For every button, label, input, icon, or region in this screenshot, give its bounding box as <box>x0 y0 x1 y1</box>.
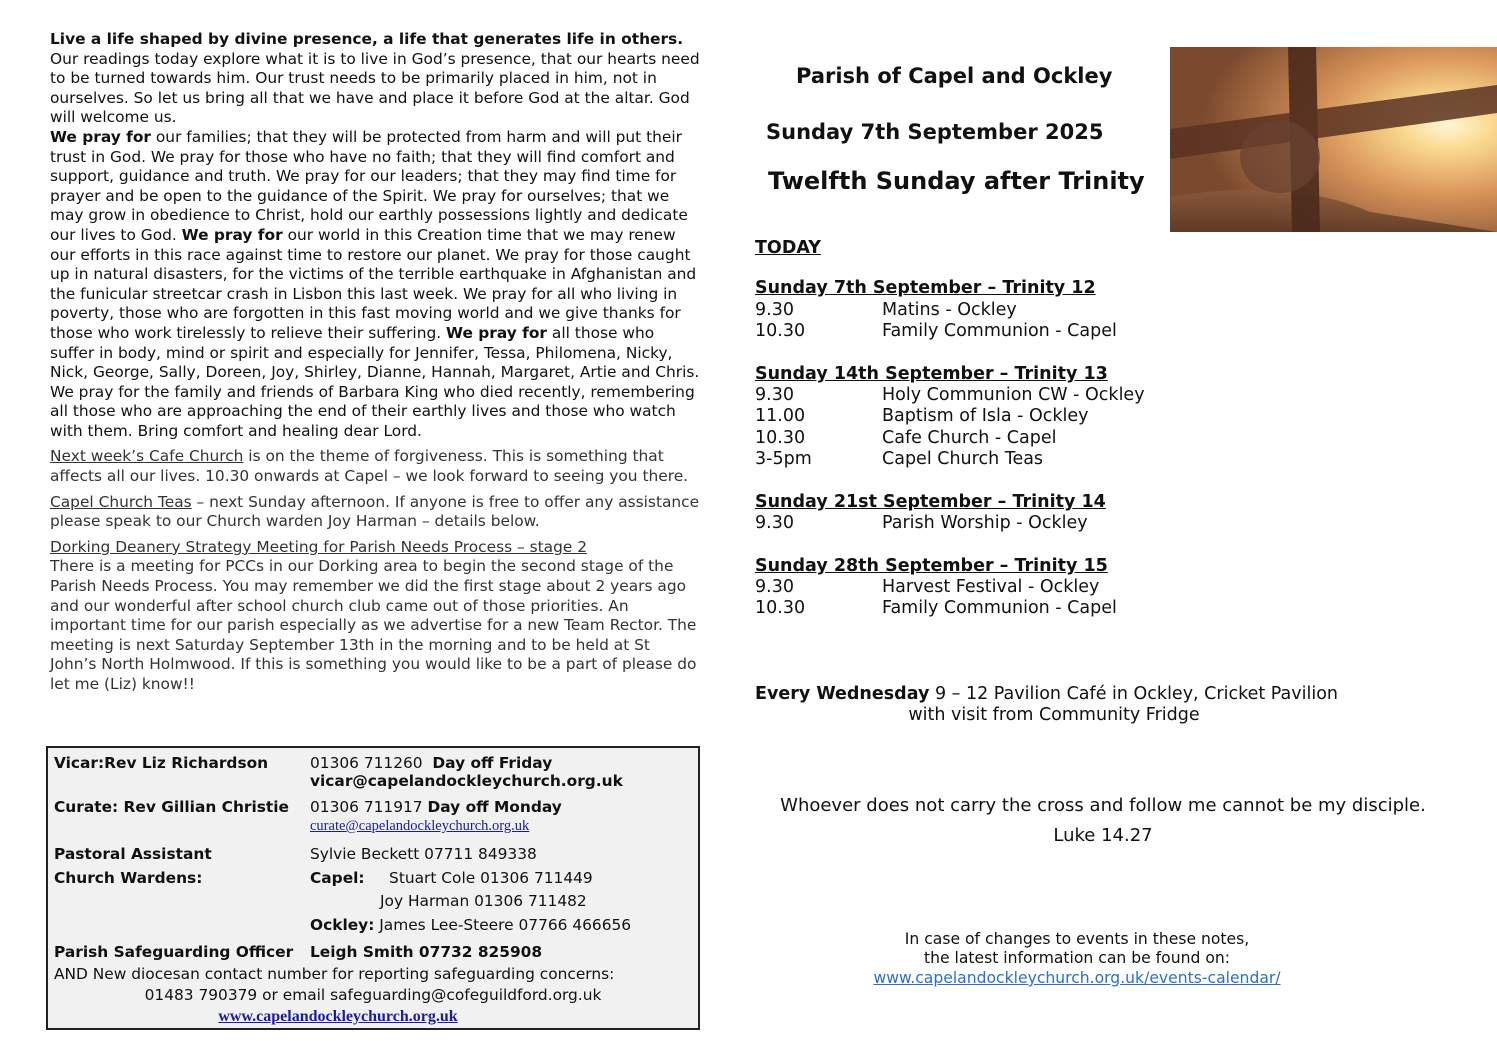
pray-text-3: all those who suffer in body, mind or spirit and especially for Jennifer, Tessa, Philomena, Nicky, Nick, George, Sally, Doreen, Joy, Shirley, Dianne, Hannah, Margaret, Artie and Chris. We pray for the family and friends of Barbara King who died recently, remembering all those who are approaching the end of their earthly lives and those who watch with them. Bring comfort and healing dear Lord. <box>50 323 700 440</box>
deanery-text: There is a meeting for PCCs in our Dorking area to begin the second stage of the Parish Needs Process. You may remember we did the first stage about 2 years ago and our wonderful after school church club came out of those priorities. An important time for our parish especially as we advertise for a new Team Rector. The meeting is next Saturday September 13th in the morning and to be held at St John’s North Holmwood. If this is something you would like to be a part of please do let me (Liz) know!! <box>50 557 697 693</box>
event-name: Holy Communion CW - Ockley <box>882 385 1145 405</box>
event-name: Parish Worship - Ockley <box>882 513 1088 533</box>
event-time: 3-5pm <box>755 449 812 469</box>
event-name: Family Communion - Capel <box>882 598 1117 618</box>
week-1-heading: Sunday 7th September – Trinity 12 <box>755 278 1096 298</box>
parish-title: Parish of Capel and Ockley <box>796 64 1113 88</box>
cross-photo <box>1170 47 1497 232</box>
event-name: Cafe Church - Capel <box>882 428 1057 448</box>
vicar-phone: 01306 711260 <box>310 754 423 772</box>
today-label: TODAY <box>755 238 821 258</box>
event-time: 9.30 <box>755 577 794 597</box>
bible-reference: Luke 14.27 <box>1053 825 1153 846</box>
diocesan-line-1: AND New diocesan contact number for reporting safeguarding concerns: <box>54 965 615 983</box>
events-link-row <box>840 969 1314 987</box>
vicar-value <box>310 754 623 790</box>
teas-heading: Capel Church Teas <box>50 492 192 511</box>
prayers-paragraph <box>50 128 700 442</box>
week-4-heading: Sunday 28th September – Trinity 15 <box>755 556 1108 576</box>
curate-value <box>310 798 562 835</box>
deanery-heading: Dorking Deanery Strategy Meeting for Parish Needs Process – stage 2 <box>50 537 588 556</box>
event-time: 9.30 <box>755 385 794 405</box>
curate-dayoff: Day off Monday <box>427 798 562 816</box>
cafe-church-notice <box>50 447 700 486</box>
safeguarding-value: Leigh Smith 07732 825908 <box>310 943 543 961</box>
website-link[interactable]: www.capelandockleychurch.org.uk <box>218 1008 458 1025</box>
event-time: 11.00 <box>755 406 806 426</box>
events-calendar-link[interactable]: www.capelandockleychurch.org.uk/events-calendar/ <box>873 969 1281 987</box>
pray-text-1: our families; that they will be protected from harm and will put their trust in God. We pray for those who have no faith; that they will find comfort and support, guidance and truth. We pray for our leaders; that they may find time for prayer and be open to the guidance of the Spirit. We pray for ourselves; that we may grow in obedience to Christ, hold our earthly possessions lightly and dedicate our lives to God. <box>50 127 688 244</box>
event-time: 10.30 <box>755 598 806 618</box>
ockley-warden <box>310 916 631 934</box>
week-2-heading: Sunday 14th September – Trinity 13 <box>755 364 1108 384</box>
ockley-value: James Lee-Steere 07766 466656 <box>379 916 632 934</box>
event-time: 9.30 <box>755 300 794 320</box>
website-row <box>48 1007 628 1026</box>
intro-text: Our readings today explore what it is to live in God’s presence, that our hearts need to be turned towards him. Our trust needs to be primarily placed in him, not in ourselves. So let us bring all that we have and place it before God at the altar. God will welcome us. <box>50 49 700 127</box>
pray-text-2: our world in this Creation time that we may renew our efforts in this race against time to restore our planet. We pray for those caught up in natural disasters, for the victims of the terrible earthquake in Afghanistan and the funicular streetcar crash in Lisbon this last week. We pray for all who living in poverty, those who are forgotten in this fast moving world and we give thanks for those who work tirelessly to relieve their suffering. <box>50 225 697 342</box>
event-name: Family Communion - Capel <box>882 321 1117 341</box>
teas-text: – next Sunday afternoon. If anyone is free to offer any assistance please speak to our Church warden Joy Harman – details below. <box>50 492 700 531</box>
vicar-dayoff: Day off Friday <box>432 754 553 772</box>
safeguarding-label: Parish Safeguarding Officer <box>54 943 294 961</box>
wednesday-line-2: with visit from Community Fridge <box>908 705 1200 725</box>
wednesday-notice <box>755 684 1338 704</box>
cafe-church-text: is on the theme of forgiveness. This is something that affects all our lives. 10.30 onwards at Capel – we look forward to seeing you there. <box>50 447 689 486</box>
pray-bold-2: We pray for <box>181 225 283 244</box>
curate-phone: 01306 711917 <box>310 798 428 816</box>
wardens-label: Church Wardens: <box>54 869 203 887</box>
week-3-heading: Sunday 21st September – Trinity 14 <box>755 492 1106 512</box>
cross-image <box>1170 47 1497 232</box>
event-time: 9.30 <box>755 513 794 533</box>
event-name: Matins - Ockley <box>882 300 1017 320</box>
intro-paragraph <box>50 30 700 128</box>
vicar-email[interactable]: vicar@capelandockleychurch.org.uk <box>310 772 623 790</box>
event-time: 10.30 <box>755 428 806 448</box>
wednesday-text: 9 – 12 Pavilion Café in Ockley, Cricket Pavilion <box>929 684 1339 704</box>
cafe-church-heading: Next week’s Cafe Church <box>50 447 244 466</box>
bible-quote: Whoever does not carry the cross and follow me cannot be my disciple. <box>780 795 1426 816</box>
changes-line-2: the latest information can be found on: <box>923 949 1231 967</box>
service-date: Sunday 7th September 2025 <box>766 120 1104 144</box>
wednesday-bold: Every Wednesday <box>755 684 930 704</box>
intro-bold: Live a life shaped by divine presence, a life that generates life in others. <box>50 30 684 48</box>
changes-line-1: In case of changes to events in these notes, <box>904 930 1250 948</box>
event-time: 10.30 <box>755 321 806 341</box>
occasion-title: Twelfth Sunday after Trinity <box>768 167 1145 195</box>
curate-email-link[interactable]: curate@capelandockleychurch.org.uk <box>310 818 530 834</box>
event-name: Baptism of Isla - Ockley <box>882 406 1089 426</box>
capel-wardens <box>310 869 593 887</box>
vicar-label: Vicar:Rev Liz Richardson <box>54 754 269 772</box>
contact-box <box>46 746 700 1030</box>
event-name: Harvest Festival - Ockley <box>882 577 1100 597</box>
pray-bold-1: We pray for <box>50 127 151 146</box>
left-column <box>50 30 700 701</box>
event-name: Capel Church Teas <box>882 449 1044 469</box>
ockley-label: Ockley: <box>310 916 375 934</box>
capel-label: Capel: <box>310 869 365 887</box>
capel-warden-2: Joy Harman 01306 711482 <box>380 892 587 910</box>
teas-notice <box>50 493 700 532</box>
diocesan-line-2: 01483 790379 or email safeguarding@cofeguildford.org.uk <box>144 986 602 1004</box>
deanery-notice <box>50 538 700 695</box>
curate-label: Curate: Rev Gillian Christie <box>54 798 290 816</box>
pastoral-value: Sylvie Beckett 07711 849338 <box>310 845 537 863</box>
capel-warden-1: Stuart Cole 01306 711449 <box>389 869 593 887</box>
pastoral-label: Pastoral Assistant <box>54 845 212 863</box>
pray-bold-3: We pray for <box>446 323 548 342</box>
